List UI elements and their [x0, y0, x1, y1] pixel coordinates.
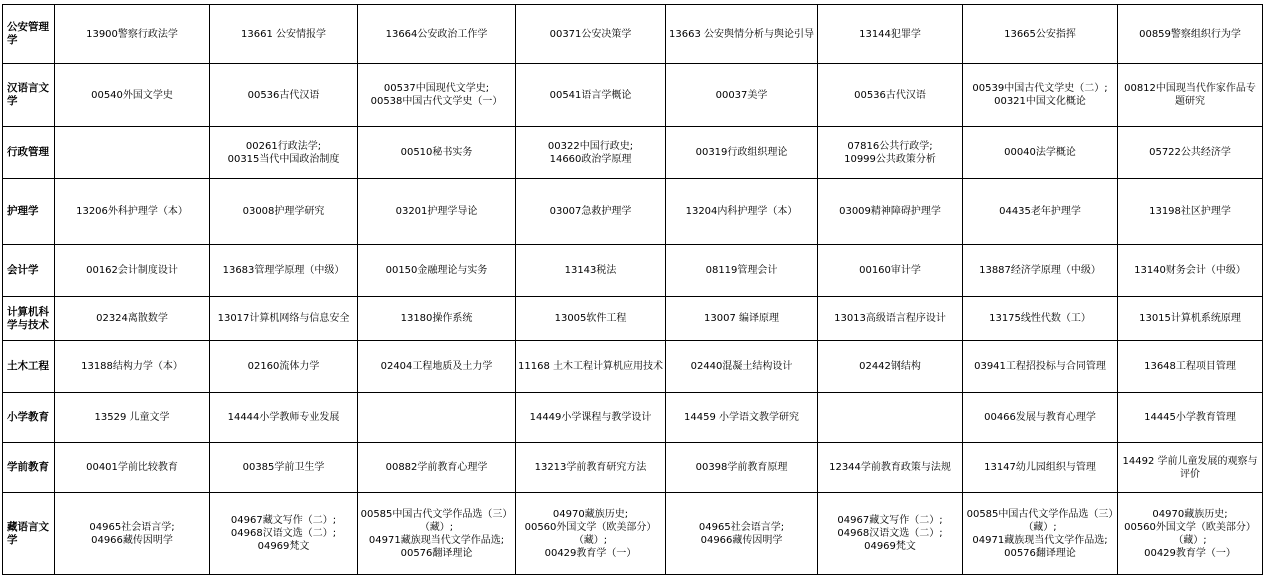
- course-text: 00536古代汉语: [247, 89, 320, 101]
- course-text: 13007 编译原理: [704, 313, 779, 324]
- course-cell: [666, 493, 818, 575]
- course-text: 00401学前比较教育: [86, 462, 178, 473]
- course-text: 14445小学教育管理: [1144, 412, 1236, 423]
- course-text: 00585中国古代文学作品选（三）（藏）;: [966, 508, 1114, 533]
- course-cell: [210, 443, 358, 493]
- course-cell: [358, 5, 516, 64]
- course-cell: [516, 5, 666, 64]
- course-text: 13661 公安情报学: [241, 28, 326, 40]
- course-cell: [516, 493, 666, 575]
- major-name-cell: 汉语言文学: [3, 64, 55, 127]
- course-text: 04967藏文写作（二）;: [837, 515, 943, 526]
- course-text: 00576翻译理论: [400, 547, 473, 559]
- course-cell: [818, 443, 963, 493]
- course-text: 00385学前卫生学: [242, 462, 325, 473]
- course-text: 02404工程地质及土力学: [380, 361, 493, 372]
- course-text: 12344学前教育政策与法规: [829, 462, 951, 473]
- table-body: [3, 5, 1263, 575]
- course-cell: [666, 393, 818, 443]
- course-cell: [210, 493, 358, 575]
- table-row: [3, 127, 1263, 179]
- course-cell: [818, 64, 963, 127]
- table-row: [3, 393, 1263, 443]
- course-cell: [818, 297, 963, 341]
- course-text: 04965社会语言学;: [698, 521, 785, 533]
- course-cell: [210, 127, 358, 179]
- course-cell: [1118, 341, 1263, 393]
- course-cell: [818, 179, 963, 245]
- course-text: 13175线性代数（工）: [989, 313, 1091, 324]
- table-row: [3, 493, 1263, 575]
- course-text: 13213学前教育研究方法: [534, 462, 647, 473]
- course-text: 04965社会语言学;: [89, 521, 175, 533]
- course-text: 10999公共政策分析: [844, 153, 936, 165]
- course-text: 13144犯罪学: [859, 28, 921, 40]
- course-text: 13147幼儿园组织与管理: [984, 462, 1096, 473]
- course-text: 00429教育学（一）: [1144, 547, 1236, 559]
- course-text: 00859警察组织行为学: [1139, 28, 1241, 40]
- course-text: 00812中国现当代作家作品专题研究: [1124, 83, 1256, 107]
- course-cell: [55, 127, 210, 179]
- course-text: 04971藏族现当代文学作品选;: [368, 534, 505, 546]
- course-cell: [963, 493, 1118, 575]
- course-cell: [516, 127, 666, 179]
- course-text: 13015计算机系统原理: [1139, 313, 1241, 324]
- course-cell: [963, 341, 1118, 393]
- course-cell: [358, 297, 516, 341]
- course-cell: [358, 393, 516, 443]
- course-cell: [1118, 64, 1263, 127]
- course-cell: [358, 179, 516, 245]
- course-text: 00315当代中国政治制度: [227, 153, 340, 165]
- course-cell: [666, 245, 818, 297]
- course-text: 13188结构力学（本）: [81, 361, 183, 372]
- course-text: 07816公共行政学;: [847, 140, 933, 152]
- course-cell: [666, 341, 818, 393]
- course-text: 13204内科护理学（本）: [685, 206, 798, 217]
- course-text: 14660政治学原理: [549, 153, 632, 165]
- course-cell: [358, 127, 516, 179]
- course-text: 00560外国文学（欧美部分）（藏）;: [1124, 521, 1256, 546]
- course-cell: [666, 64, 818, 127]
- course-text: 00160审计学: [859, 265, 921, 276]
- course-text: 13198社区护理学: [1149, 206, 1231, 217]
- course-cell: [818, 393, 963, 443]
- course-cell: [516, 393, 666, 443]
- course-cell: [963, 5, 1118, 64]
- course-text: 13900警察行政法学: [86, 28, 178, 40]
- course-text: 13887经济学原理（中级）: [979, 265, 1101, 276]
- table-row: [3, 341, 1263, 393]
- course-text: 13664公安政治工作学: [385, 28, 488, 40]
- table-row: [3, 297, 1263, 341]
- course-cell: [963, 443, 1118, 493]
- table-row: [3, 443, 1263, 493]
- course-text: 02442钢结构: [859, 361, 921, 372]
- table-row: [3, 5, 1263, 64]
- course-text: 04970藏族历史;: [1152, 508, 1228, 520]
- major-name-cell: 计算机科学与技术: [3, 297, 55, 341]
- major-name-cell: 学前教育: [3, 443, 55, 493]
- course-text: 00150金融理论与实务: [385, 265, 488, 276]
- course-text: 02324离散数学: [96, 313, 168, 324]
- course-text: 00040法学概论: [1004, 147, 1076, 158]
- course-text: 13648工程项目管理: [1144, 361, 1236, 372]
- table-row: [3, 179, 1263, 245]
- course-cell: [1118, 493, 1263, 575]
- course-text: 03941工程招投标与合同管理: [974, 361, 1106, 372]
- course-cell: [55, 245, 210, 297]
- course-cell: [210, 64, 358, 127]
- course-text: 03008护理学研究: [242, 206, 325, 217]
- course-cell: [210, 5, 358, 64]
- course-text: 04967藏文写作（二）;: [230, 515, 337, 526]
- course-text: 02160流体力学: [247, 361, 320, 372]
- course-cell: [55, 341, 210, 393]
- course-cell: [818, 127, 963, 179]
- course-cell: [210, 341, 358, 393]
- course-cell: [516, 297, 666, 341]
- course-cell: [1118, 443, 1263, 493]
- course-text: 04971藏族现当代文学作品选;: [972, 534, 1108, 546]
- table-row: [3, 245, 1263, 297]
- course-text: 00398学前教育原理: [695, 462, 788, 473]
- course-cell: [666, 179, 818, 245]
- course-text: 08119管理会计: [705, 265, 778, 276]
- course-cell: [818, 5, 963, 64]
- exam-schedule-table: [2, 4, 1263, 575]
- course-text: 13143税法: [564, 265, 617, 276]
- course-cell: [516, 179, 666, 245]
- course-text: 00322中国行政史;: [547, 140, 634, 152]
- course-cell: [1118, 297, 1263, 341]
- course-cell: [818, 493, 963, 575]
- course-text: 04969梵文: [257, 541, 310, 552]
- course-text: 13529 儿童文学: [94, 412, 170, 423]
- course-text: 00319行政组织理论: [695, 147, 788, 158]
- course-cell: [55, 297, 210, 341]
- course-text: 02440混凝土结构设计: [690, 361, 793, 372]
- course-text: 13017计算机网络与信息安全: [217, 313, 350, 324]
- course-text: 13665公安指挥: [1004, 28, 1076, 40]
- course-text: 00576翻译理论: [1004, 547, 1076, 559]
- course-text: 03007急救护理学: [549, 206, 632, 217]
- course-text: 00541语言学概论: [549, 89, 632, 101]
- course-text: 00538中国古代文学史（一）: [370, 96, 503, 107]
- course-text: 00540外国文学史: [91, 89, 173, 101]
- course-text: 04969梵文: [864, 541, 916, 552]
- course-text: 00371公安决策学: [549, 28, 632, 40]
- course-text: 04970藏族历史;: [552, 508, 629, 520]
- course-cell: [55, 393, 210, 443]
- course-text: 00162会计制度设计: [86, 265, 178, 276]
- course-cell: [210, 179, 358, 245]
- course-text: 13140财务会计（中级）: [1134, 265, 1246, 276]
- course-text: 04966藏传因明学: [91, 534, 173, 546]
- course-cell: [1118, 127, 1263, 179]
- course-text: 00539中国古代文学史（二）;: [972, 83, 1108, 94]
- course-text: 00560外国文学（欧美部分）（藏）;: [524, 521, 657, 546]
- course-text: 00321中国文化概论: [994, 96, 1086, 107]
- course-cell: [666, 297, 818, 341]
- major-name-cell: 护理学: [3, 179, 55, 245]
- course-cell: [666, 127, 818, 179]
- course-cell: [516, 245, 666, 297]
- course-text: 00429教育学（一）: [544, 547, 637, 559]
- course-cell: [55, 443, 210, 493]
- course-cell: [358, 64, 516, 127]
- course-cell: [358, 245, 516, 297]
- course-cell: [55, 64, 210, 127]
- course-text: 00536古代汉语: [854, 89, 926, 101]
- course-cell: [1118, 245, 1263, 297]
- course-text: 04968汉语文选（二）;: [230, 528, 337, 539]
- course-text: 13180操作系统: [400, 313, 473, 324]
- course-text: 13206外科护理学（本）: [76, 206, 188, 217]
- course-cell: [818, 341, 963, 393]
- major-name-cell: 会计学: [3, 245, 55, 297]
- course-cell: [55, 5, 210, 64]
- course-cell: [818, 245, 963, 297]
- course-text: 14444小学教师专业发展: [227, 412, 340, 423]
- course-text: 13683管理学原理（中级）: [222, 265, 345, 276]
- course-text: 13663 公安舆情分析与舆论引导: [669, 28, 814, 40]
- course-cell: [963, 245, 1118, 297]
- course-text: 00466发展与教育心理学: [984, 412, 1096, 423]
- course-cell: [210, 297, 358, 341]
- course-cell: [210, 245, 358, 297]
- course-cell: [516, 341, 666, 393]
- course-cell: [358, 493, 516, 575]
- major-name-cell: 土木工程: [3, 341, 55, 393]
- course-cell: [963, 297, 1118, 341]
- course-text: 04966藏传因明学: [700, 534, 783, 546]
- course-text: 00585中国古代文学作品选（三）（藏）;: [360, 508, 513, 533]
- course-cell: [963, 64, 1118, 127]
- course-cell: [210, 393, 358, 443]
- course-cell: [1118, 393, 1263, 443]
- course-cell: [1118, 5, 1263, 64]
- course-cell: [1118, 179, 1263, 245]
- course-cell: [516, 64, 666, 127]
- course-cell: [55, 179, 210, 245]
- course-cell: [358, 341, 516, 393]
- course-text: 03201护理学导论: [395, 206, 478, 217]
- course-text: 14492 学前儿童发展的观察与评价: [1122, 455, 1258, 480]
- course-text: 04435老年护理学: [999, 206, 1081, 217]
- course-text: 03009精神障碍护理学: [839, 206, 941, 217]
- major-name-cell: 小学教育: [3, 393, 55, 443]
- table-row: [3, 64, 1263, 127]
- course-text: 14459 小学语文教学研究: [684, 412, 799, 423]
- course-text: 13013高级语言程序设计: [834, 313, 946, 324]
- course-text: 00882学前教育心理学: [385, 462, 488, 473]
- course-text: 00537中国现代文学史;: [383, 83, 490, 94]
- major-name-cell: 藏语言文学: [3, 493, 55, 575]
- course-cell: [666, 443, 818, 493]
- course-cell: [516, 443, 666, 493]
- course-text: 13005软件工程: [554, 313, 627, 324]
- course-text: 00510秘书实务: [400, 147, 473, 158]
- course-text: 04968汉语文选（二）;: [837, 528, 943, 539]
- course-cell: [666, 5, 818, 64]
- course-cell: [963, 127, 1118, 179]
- course-text: 00037美学: [715, 89, 768, 101]
- major-name-cell: 公安管理学: [3, 5, 55, 64]
- course-cell: [358, 443, 516, 493]
- course-text: 05722公共经济学: [1149, 147, 1231, 158]
- course-text: 14449小学课程与教学设计: [529, 412, 652, 423]
- course-text: 00261行政法学;: [245, 140, 322, 152]
- course-text: 11168 土木工程计算机应用技术: [518, 361, 663, 372]
- course-cell: [963, 393, 1118, 443]
- major-name-cell: 行政管理: [3, 127, 55, 179]
- course-cell: [55, 493, 210, 575]
- course-cell: [963, 179, 1118, 245]
